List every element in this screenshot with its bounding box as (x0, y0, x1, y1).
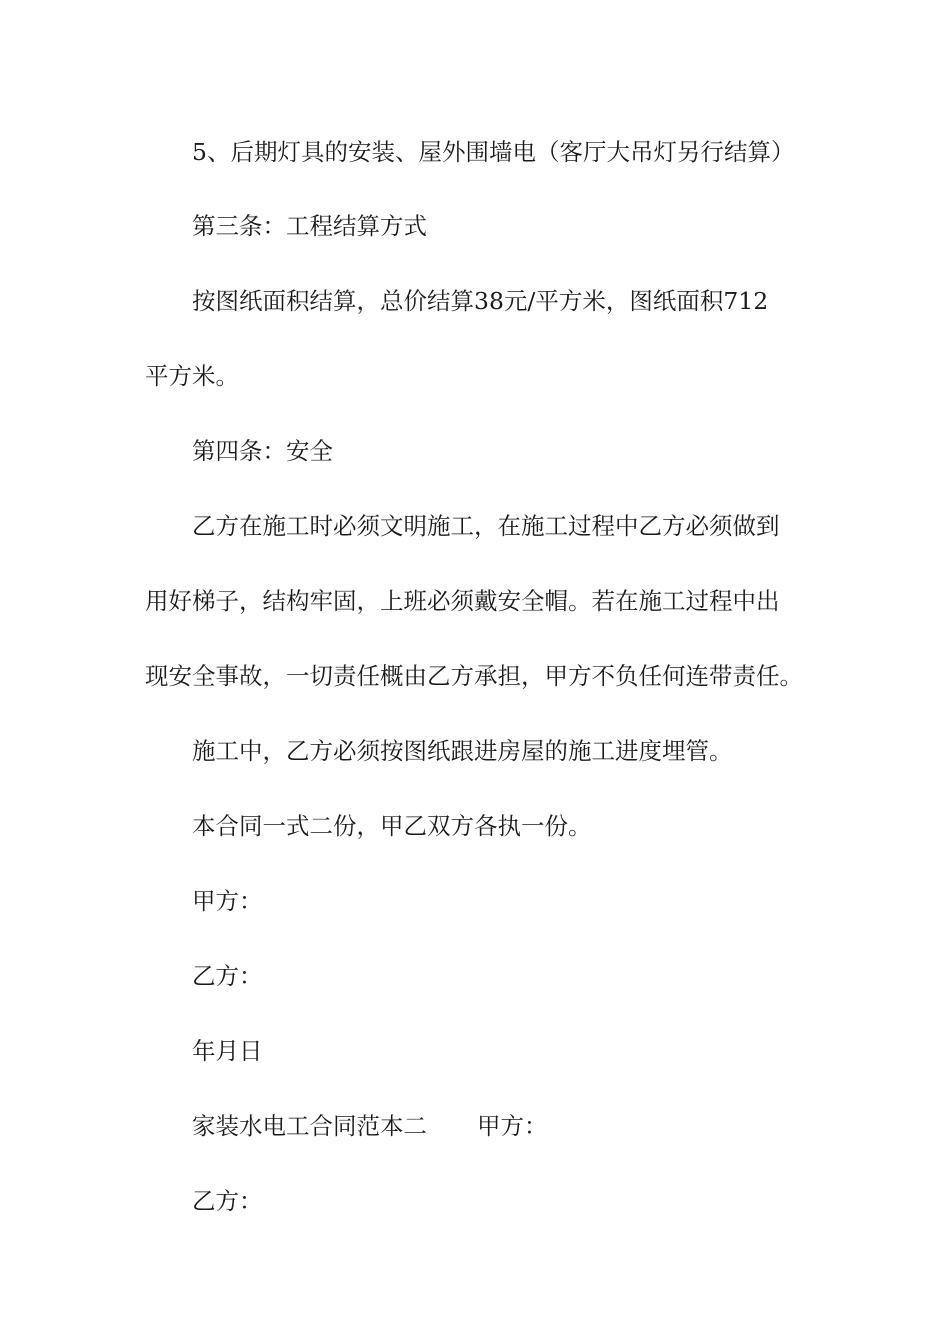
copies-text: 本合同一式二份，甲乙双方各执一份。 (192, 812, 592, 840)
construction-pipe-text: 施工中，乙方必须按图纸跟进房屋的施工进度埋管。 (192, 737, 733, 765)
party-b-label: 乙方： (192, 1187, 263, 1215)
party-a-signature-label: 甲方： (192, 887, 263, 915)
safety-text-line-1: 乙方在施工时必须文明施工，在施工过程中乙方必须做到 (192, 512, 780, 540)
article-4-heading: 第四条：安全 (192, 437, 333, 465)
article-3-heading: 第三条：工程结算方式 (192, 212, 427, 240)
safety-text-line-3: 现安全事故，一切责任概由乙方承担，甲方不负任何连带责任。 (145, 662, 803, 690)
settlement-text-line-2: 平方米。 (145, 362, 239, 390)
item-5-lighting-installation: 5、后期灯具的安装、屋外围墙电（客厅大吊灯另行结算） (192, 138, 795, 166)
settlement-text-line-1: 按图纸面积结算，总价结算38元/平方米，图纸面积712 (192, 287, 769, 315)
contract-title: 家装水电工合同范本二 (192, 1112, 427, 1140)
party-a-label: 甲方： (477, 1112, 548, 1140)
safety-text-line-2: 用好梯子，结构牢固，上班必须戴安全帽。若在施工过程中出 (145, 587, 780, 615)
party-b-signature-label: 乙方： (192, 962, 263, 990)
date-label: 年月日 (192, 1037, 263, 1065)
contract-title-line (192, 1111, 857, 1141)
